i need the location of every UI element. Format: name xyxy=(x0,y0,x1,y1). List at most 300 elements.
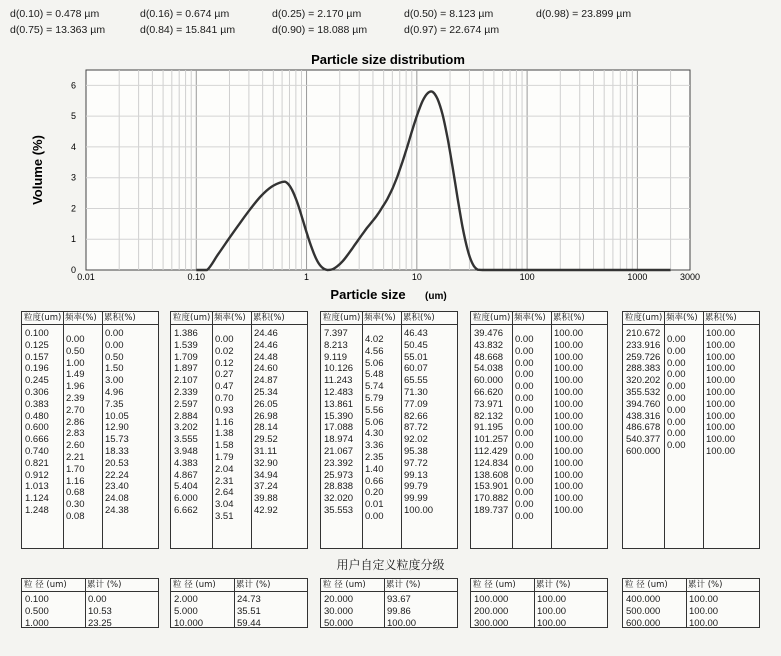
table-cell: 77.09 xyxy=(404,398,428,410)
table-cell: 1.16 xyxy=(215,416,234,428)
table-cell: 100.00 xyxy=(706,434,736,446)
table-cell: 39.476 xyxy=(474,328,504,339)
column-cums xyxy=(102,325,158,548)
table-cell: 100.00 xyxy=(706,398,736,410)
x-tick-label: 0.01 xyxy=(77,272,95,282)
table-cell: 20.53 xyxy=(105,457,129,469)
table-cell: 24.38 xyxy=(105,505,129,516)
table-cell: 1.539 xyxy=(174,339,198,351)
x-tick-label: 1000 xyxy=(627,272,648,282)
table-cell: 1.386 xyxy=(174,328,198,339)
table-cell: 34.94 xyxy=(254,469,278,481)
table-cell: 0.125 xyxy=(25,339,49,351)
table-cell: 0.00 xyxy=(515,333,534,345)
table-cell: 26.98 xyxy=(254,410,278,422)
table-cell: 2.21 xyxy=(66,451,85,463)
table-cell: 0.00 xyxy=(88,594,107,605)
table-cell: 0.08 xyxy=(66,510,85,522)
table-cell: 32.90 xyxy=(254,457,278,469)
column-freqs xyxy=(664,325,703,548)
table-cell: 0.740 xyxy=(25,446,49,457)
table-cell: 10.53 xyxy=(88,605,112,617)
table-cell: 4.56 xyxy=(365,345,384,357)
table-cell: 1.38 xyxy=(215,428,234,440)
table-cell: 438.316 xyxy=(626,410,661,422)
table-cell: 600.000 xyxy=(626,617,661,629)
column-freqs xyxy=(512,325,551,548)
header-cum: 累计 (%) xyxy=(386,580,421,590)
table-cell: 1.124 xyxy=(25,493,49,505)
table-cell: 0.306 xyxy=(25,387,49,398)
table-header xyxy=(22,579,158,592)
table-cell: 0.00 xyxy=(515,381,534,393)
table-cell: 100.00 xyxy=(554,387,584,398)
header-size: 粒 径 (um) xyxy=(473,580,516,590)
table-cell: 43.832 xyxy=(474,339,504,351)
table-cell: 0.00 xyxy=(515,451,534,463)
table-cell: 0.47 xyxy=(215,381,234,393)
table-cell: 100.00 xyxy=(706,410,736,422)
table-cell: 100.00 xyxy=(689,594,719,605)
table-cell: 23.25 xyxy=(88,617,112,629)
table-cell: 540.377 xyxy=(626,434,661,446)
table-cell: 92.02 xyxy=(404,434,428,446)
table-cell: 66.620 xyxy=(474,387,504,398)
table-cell: 486.678 xyxy=(626,422,661,434)
table-cell: 0.00 xyxy=(515,510,534,522)
column-sizes xyxy=(321,325,362,548)
table-cell: 4.02 xyxy=(365,333,384,345)
column-cums xyxy=(686,592,759,627)
stat-value: d(0.10) = 0.478 µm xyxy=(10,8,100,20)
table-cell: 17.088 xyxy=(324,422,354,434)
table-cell: 3.00 xyxy=(105,375,124,387)
table-cell: 24.46 xyxy=(254,328,278,339)
table-cell: 93.67 xyxy=(387,594,411,605)
x-axis-label: Particle size xyxy=(330,287,406,302)
table-cell: 0.12 xyxy=(215,357,234,369)
table-cell: 500.000 xyxy=(626,605,661,617)
table-cell: 2.64 xyxy=(215,487,234,499)
table-cell: 5.48 xyxy=(365,369,384,381)
table-cell: 2.86 xyxy=(66,416,85,428)
header-cum: 累积(%) xyxy=(403,313,435,323)
table-cell: 1.897 xyxy=(174,363,198,375)
table-cell: 100.00 xyxy=(554,457,584,469)
header-cum: 累计 (%) xyxy=(87,580,122,590)
column-sizes xyxy=(623,592,686,627)
table-cell: 82.66 xyxy=(404,410,428,422)
table-cell: 0.66 xyxy=(365,475,384,487)
table-cell: 300.000 xyxy=(474,617,509,629)
header-cum: 累计 (%) xyxy=(688,580,723,590)
table-cell: 59.44 xyxy=(237,617,261,629)
table-cell: 600.000 xyxy=(626,446,661,457)
table-cell: 2.000 xyxy=(174,594,198,605)
table-cell: 99.99 xyxy=(404,493,428,505)
x-tick-label: 100 xyxy=(519,272,535,282)
table-cell: 210.672 xyxy=(626,328,661,339)
column-cums xyxy=(401,325,457,548)
table-cell: 35.553 xyxy=(324,505,354,516)
table-cell: 100.00 xyxy=(706,387,736,398)
table-cell: 259.726 xyxy=(626,351,661,363)
column-sizes xyxy=(171,325,212,548)
table-cell: 87.72 xyxy=(404,422,428,434)
table-cell: 25.34 xyxy=(254,387,278,398)
y-tick-label: 4 xyxy=(70,141,76,152)
table-cell: 71.30 xyxy=(404,387,428,398)
table-cell: 2.31 xyxy=(215,475,234,487)
column-sizes xyxy=(471,592,534,627)
table-cell: 1.79 xyxy=(215,451,234,463)
user-classification-table xyxy=(470,578,608,628)
column-cums xyxy=(234,592,307,627)
table-cell: 138.608 xyxy=(474,469,509,481)
table-cell: 23.40 xyxy=(105,481,129,493)
table-cell: 5.06 xyxy=(365,416,384,428)
table-cell: 24.48 xyxy=(254,351,278,363)
table-cell: 100.00 xyxy=(706,446,736,457)
table-cell: 0.30 xyxy=(66,499,85,511)
table-header xyxy=(471,312,607,325)
table-cell: 15.73 xyxy=(105,434,129,446)
table-cell: 0.00 xyxy=(667,392,686,404)
table-cell: 29.52 xyxy=(254,434,278,446)
table-cell: 189.737 xyxy=(474,505,509,516)
y-tick-label: 1 xyxy=(70,234,76,245)
table-header xyxy=(623,312,759,325)
table-cell: 112.429 xyxy=(474,446,508,457)
table-cell: 0.70 xyxy=(215,392,234,404)
table-cell: 12.483 xyxy=(324,387,354,398)
header-size: 粒度(um) xyxy=(323,313,361,323)
table-cell: 2.597 xyxy=(174,398,198,410)
y-tick-label: 3 xyxy=(70,172,76,183)
table-cell: 5.404 xyxy=(174,481,198,493)
table-cell: 10.126 xyxy=(324,363,354,375)
table-cell: 0.00 xyxy=(365,510,384,522)
table-cell: 32.020 xyxy=(324,493,354,505)
stat-value: d(0.75) = 13.363 µm xyxy=(10,24,106,36)
table-cell: 0.00 xyxy=(215,333,234,345)
table-cell: 2.83 xyxy=(66,428,85,440)
header-size: 粒 径 (um) xyxy=(625,580,668,590)
table-cell: 0.00 xyxy=(667,357,686,369)
table-cell: 0.00 xyxy=(667,428,686,440)
table-cell: 24.60 xyxy=(254,363,278,375)
distribution-table xyxy=(470,311,608,549)
stat-value: d(0.98) = 23.899 µm xyxy=(536,8,632,20)
table-cell: 20.000 xyxy=(324,594,354,605)
y-axis-label: Volume (%) xyxy=(30,135,45,205)
table-cell: 0.100 xyxy=(25,594,49,605)
table-cell: 15.390 xyxy=(324,410,354,422)
table-cell: 21.067 xyxy=(324,446,354,457)
table-cell: 0.00 xyxy=(105,328,124,339)
table-cell: 11.243 xyxy=(324,375,353,387)
table-cell: 0.00 xyxy=(667,404,686,416)
table-cell: 73.971 xyxy=(474,398,504,410)
user-classification-title: 用户自定义粒度分级 xyxy=(336,558,445,572)
table-cell: 18.33 xyxy=(105,446,129,457)
table-cell: 0.00 xyxy=(667,345,686,357)
table-cell: 1.40 xyxy=(365,463,384,475)
table-cell: 31.11 xyxy=(254,446,278,457)
y-tick-label: 2 xyxy=(70,203,76,214)
table-cell: 28.14 xyxy=(254,422,278,434)
header-freq: 频率(%) xyxy=(514,313,546,323)
table-cell: 100.000 xyxy=(474,594,509,605)
table-cell: 13.861 xyxy=(324,398,354,410)
table-cell: 0.00 xyxy=(515,440,534,452)
table-cell: 0.00 xyxy=(667,381,686,393)
distribution-table xyxy=(21,311,159,549)
stat-value: d(0.84) = 15.841 µm xyxy=(140,24,236,36)
table-cell: 91.195 xyxy=(474,422,504,434)
table-cell: 46.43 xyxy=(404,328,428,339)
table-cell: 28.838 xyxy=(324,481,354,493)
table-cell: 100.00 xyxy=(706,328,736,339)
table-cell: 0.00 xyxy=(667,416,686,428)
header-freq: 频率(%) xyxy=(214,313,246,323)
table-cell: 100.00 xyxy=(554,375,584,387)
table-cell: 100.00 xyxy=(554,398,584,410)
table-cell: 0.00 xyxy=(515,487,534,499)
user-classification-table xyxy=(320,578,458,628)
table-header xyxy=(22,312,158,325)
table-cell: 0.00 xyxy=(515,499,534,511)
column-cums xyxy=(251,325,307,548)
table-cell: 97.72 xyxy=(404,457,428,469)
column-cums xyxy=(703,325,759,548)
table-cell: 24.46 xyxy=(254,339,278,351)
user-classification-table xyxy=(170,578,308,628)
table-cell: 6.662 xyxy=(174,505,198,516)
table-cell: 0.00 xyxy=(667,440,686,452)
table-cell: 0.02 xyxy=(215,345,234,357)
table-cell: 1.49 xyxy=(66,369,85,381)
table-cell: 0.20 xyxy=(365,487,384,499)
table-cell: 4.867 xyxy=(174,469,198,481)
table-cell: 0.00 xyxy=(515,416,534,428)
stat-value: d(0.16) = 0.674 µm xyxy=(140,8,230,20)
table-cell: 60.07 xyxy=(404,363,428,375)
table-cell: 3.555 xyxy=(174,434,198,446)
table-cell: 100.00 xyxy=(706,363,736,375)
table-cell: 37.24 xyxy=(254,481,278,493)
header-cum: 累积(%) xyxy=(104,313,136,323)
table-cell: 3.202 xyxy=(174,422,198,434)
table-cell: 100.00 xyxy=(554,505,584,516)
table-cell: 101.257 xyxy=(474,434,509,446)
table-cell: 100.00 xyxy=(554,434,584,446)
table-cell: 100.00 xyxy=(537,594,567,605)
table-cell: 3.948 xyxy=(174,446,198,457)
plot-area xyxy=(86,70,690,270)
header-size: 粒 径 (um) xyxy=(173,580,216,590)
column-sizes xyxy=(623,325,664,548)
column-sizes xyxy=(22,325,63,548)
table-cell: 0.68 xyxy=(66,487,85,499)
table-cell: 35.51 xyxy=(237,605,261,617)
table-cell: 3.51 xyxy=(215,510,234,522)
header-size: 粒度(um) xyxy=(24,313,62,323)
column-cums xyxy=(85,592,158,627)
table-cell: 5.79 xyxy=(365,392,384,404)
table-cell: 0.00 xyxy=(515,475,534,487)
table-cell: 100.00 xyxy=(537,605,567,617)
table-header xyxy=(171,579,307,592)
table-cell: 25.973 xyxy=(324,469,354,481)
chart-title: Particle size distributiom xyxy=(311,52,465,67)
table-header xyxy=(471,579,607,592)
table-cell: 100.00 xyxy=(706,339,736,351)
stat-value: d(0.25) = 2.170 µm xyxy=(272,8,362,20)
header-size: 粒度(um) xyxy=(625,313,663,323)
stat-value: d(0.90) = 18.088 µm xyxy=(272,24,368,36)
table-cell: 0.245 xyxy=(25,375,49,387)
table-cell: 23.392 xyxy=(324,457,354,469)
table-cell: 5.06 xyxy=(365,357,384,369)
table-cell: 4.30 xyxy=(365,428,384,440)
table-cell: 0.01 xyxy=(365,499,384,511)
table-cell: 9.119 xyxy=(324,351,348,363)
table-cell: 0.196 xyxy=(25,363,49,375)
table-cell: 100.00 xyxy=(689,605,719,617)
table-cell: 100.00 xyxy=(554,469,584,481)
table-cell: 100.00 xyxy=(404,505,434,516)
table-cell: 0.480 xyxy=(25,410,49,422)
table-header xyxy=(321,579,457,592)
table-cell: 7.35 xyxy=(105,398,124,410)
distribution-table xyxy=(622,311,760,549)
table-cell: 4.383 xyxy=(174,457,198,469)
user-classification-table xyxy=(622,578,760,628)
table-cell: 6.000 xyxy=(174,493,198,505)
table-cell: 2.70 xyxy=(66,404,85,416)
table-cell: 100.00 xyxy=(554,339,584,351)
table-cell: 10.000 xyxy=(174,617,204,629)
table-cell: 0.00 xyxy=(515,404,534,416)
x-tick-label: 1 xyxy=(304,272,310,282)
table-cell: 1.50 xyxy=(105,363,124,375)
table-cell: 100.00 xyxy=(706,351,736,363)
column-sizes xyxy=(471,325,512,548)
table-cell: 153.901 xyxy=(474,481,509,493)
table-cell: 50.45 xyxy=(404,339,428,351)
particle-size-chart xyxy=(0,48,781,308)
table-cell: 0.821 xyxy=(25,457,49,469)
user-classification-table xyxy=(21,578,159,628)
header-cum: 累计 (%) xyxy=(536,580,571,590)
table-cell: 1.000 xyxy=(25,617,49,629)
table-cell: 100.00 xyxy=(706,422,736,434)
table-cell: 1.16 xyxy=(66,475,85,487)
table-cell: 320.202 xyxy=(626,375,661,387)
table-cell: 200.000 xyxy=(474,605,509,617)
table-cell: 0.93 xyxy=(215,404,234,416)
table-cell: 5.000 xyxy=(174,605,198,617)
table-cell: 2.107 xyxy=(174,375,198,387)
table-cell: 1.709 xyxy=(174,351,198,363)
table-cell: 0.00 xyxy=(515,463,534,475)
column-freqs xyxy=(212,325,251,548)
table-cell: 1.96 xyxy=(66,381,85,393)
table-cell: 100.00 xyxy=(554,493,584,505)
table-cell: 394.760 xyxy=(626,398,661,410)
table-cell: 100.00 xyxy=(554,422,584,434)
table-cell: 26.05 xyxy=(254,398,278,410)
table-cell: 0.00 xyxy=(515,357,534,369)
table-cell: 2.339 xyxy=(174,387,198,398)
table-cell: 24.87 xyxy=(254,375,278,387)
distribution-table xyxy=(320,311,458,549)
table-cell: 100.00 xyxy=(554,446,584,457)
header-size: 粒度(um) xyxy=(173,313,211,323)
y-tick-label: 5 xyxy=(70,111,76,122)
table-cell: 65.55 xyxy=(404,375,428,387)
table-cell: 100.00 xyxy=(554,328,584,339)
table-cell: 2.60 xyxy=(66,440,85,452)
table-cell: 100.00 xyxy=(706,375,736,387)
stats-header xyxy=(10,8,780,40)
table-cell: 0.500 xyxy=(25,605,49,617)
header-size: 粒度(um) xyxy=(473,313,511,323)
table-cell: 55.01 xyxy=(404,351,428,363)
table-cell: 99.13 xyxy=(404,469,428,481)
table-cell: 1.00 xyxy=(66,357,85,369)
table-cell: 0.00 xyxy=(515,345,534,357)
table-cell: 2.39 xyxy=(66,392,85,404)
x-axis-unit: (um) xyxy=(425,291,447,302)
y-tick-label: 6 xyxy=(70,80,76,91)
table-cell: 48.668 xyxy=(474,351,504,363)
table-cell: 0.912 xyxy=(25,469,49,481)
table-cell: 233.916 xyxy=(626,339,661,351)
table-cell: 0.27 xyxy=(215,369,234,381)
header-freq: 频率(%) xyxy=(666,313,698,323)
table-cell: 3.04 xyxy=(215,499,234,511)
table-cell: 288.383 xyxy=(626,363,661,375)
table-cell: 100.00 xyxy=(554,363,584,375)
x-tick-label: 0.10 xyxy=(187,272,206,282)
column-cums xyxy=(384,592,457,627)
table-cell: 3.36 xyxy=(365,440,384,452)
table-header xyxy=(171,312,307,325)
header-cum: 累积(%) xyxy=(553,313,585,323)
distribution-table xyxy=(170,311,308,549)
table-cell: 39.88 xyxy=(254,493,278,505)
table-header xyxy=(623,579,759,592)
header-cum: 累计 (%) xyxy=(236,580,271,590)
table-cell: 170.882 xyxy=(474,493,509,505)
stat-value: d(0.50) = 8.123 µm xyxy=(404,8,494,20)
x-tick-label: 10 xyxy=(411,272,422,282)
column-cums xyxy=(534,592,607,627)
x-tick-label: 3000 xyxy=(679,272,701,282)
table-cell: 100.00 xyxy=(554,481,584,493)
table-cell: 50.000 xyxy=(324,617,354,629)
table-cell: 5.74 xyxy=(365,381,384,393)
table-cell: 0.00 xyxy=(667,333,686,345)
table-cell: 355.532 xyxy=(626,387,661,398)
table-cell: 0.00 xyxy=(515,369,534,381)
table-cell: 0.50 xyxy=(66,345,85,357)
table-cell: 100.00 xyxy=(387,617,417,629)
header-cum: 累积(%) xyxy=(705,313,737,323)
column-freqs xyxy=(362,325,401,548)
